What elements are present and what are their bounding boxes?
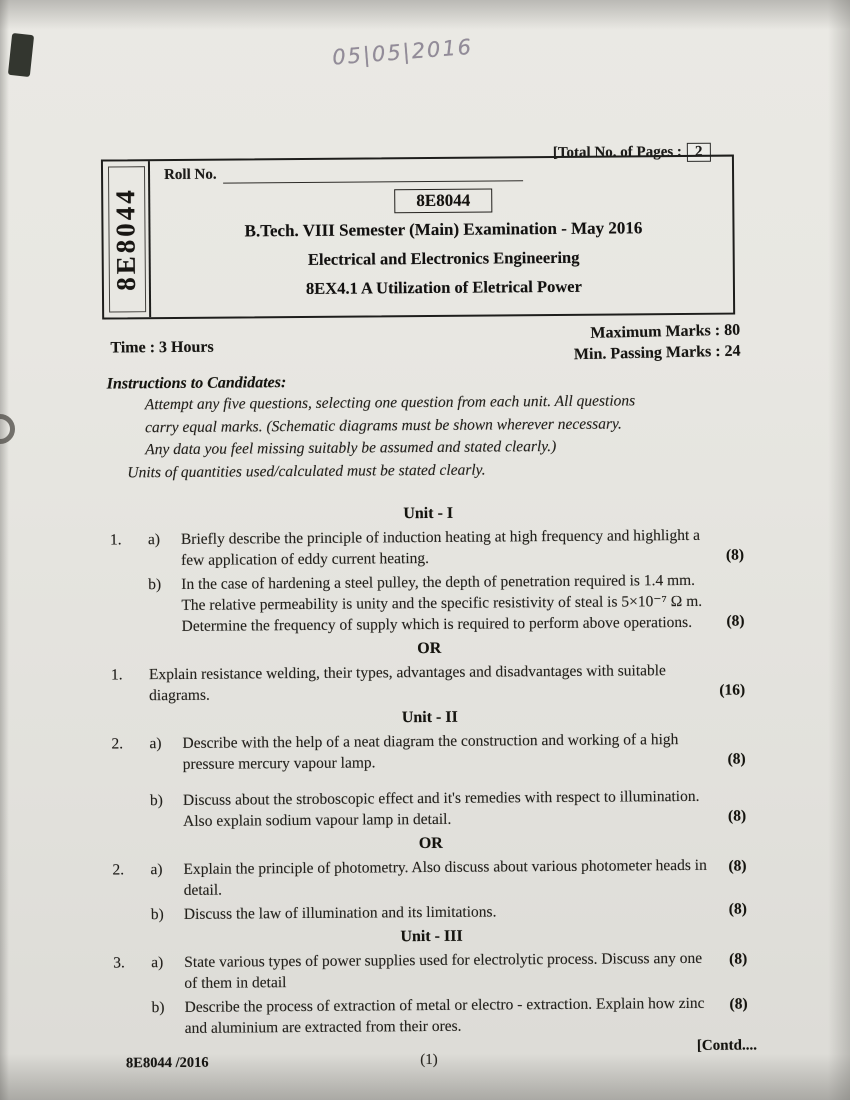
min-passing-marks: Min. Passing Marks : 24 [573, 342, 741, 364]
exam-time: Time : 3 Hours [110, 338, 214, 357]
question-marks: (8) [727, 750, 746, 768]
paper-code-boxed: 8E8044 [394, 188, 492, 213]
question-marks: (8) [729, 950, 748, 968]
total-pages-label: [Total No. of Pages : [552, 143, 682, 161]
question-text: Discuss about the stroboscopic effect and it's remedies with respect to illumination. Also explain sodium vapour lamp in detail. [182, 787, 700, 830]
handwritten-date: 05|05|2016 [331, 34, 474, 70]
question-part [112, 785, 749, 832]
question-marks: (8) [728, 900, 747, 918]
question-text: Explain resistance welding, their types, advantages and disadvantages with suitable diagrams. [148, 662, 666, 705]
question-number: 2. [111, 735, 124, 753]
instruction-line: Attempt any five questions, selecting one question from each unit. All questions [144, 392, 636, 414]
question-number: 1. [109, 531, 122, 549]
question-marks: (16) [719, 681, 746, 699]
branch-title: Electrical and Electronics Engineering [307, 247, 580, 269]
question-marks: (8) [725, 546, 745, 564]
roll-no-row [164, 163, 722, 184]
paper-code-vertical-box [103, 161, 151, 317]
question-part [114, 992, 751, 1039]
instructions-heading: Instructions to Candidates: [106, 374, 287, 393]
question-part-label: a) [150, 861, 163, 879]
paper-code-vertical: 8E8044 [110, 187, 141, 292]
question-part-label: b) [149, 792, 163, 810]
question-part-label: a) [147, 531, 161, 549]
maximum-marks: Maximum Marks : 80 [590, 321, 741, 342]
question-part [113, 899, 750, 925]
question-text: Describe the process of extraction of metal or electro - extraction. Explain how zinc and aluminium are extracted from their ores. [184, 994, 705, 1037]
question-part-label: a) [151, 954, 164, 972]
question-part-label: a) [149, 735, 162, 753]
total-pages-value: 2 [687, 143, 711, 162]
footer-paper-code: 8E8044 /2016 [125, 1054, 209, 1072]
question-text: Explain the principle of photometry. Also discuss about various photometer heads in detail. [183, 856, 707, 899]
or-separator: OR [417, 639, 442, 658]
question-text: State various types of power supplies used for electrolytic process. Discuss any one of them in detail [184, 949, 703, 992]
question-part [112, 854, 749, 901]
question-marks: (8) [727, 807, 747, 825]
question-number: 2. [112, 861, 125, 879]
question-part-label: b) [151, 999, 165, 1017]
unit-heading: Unit - II [401, 708, 458, 727]
subject-title: 8EX4.1 A Utilization of Eletrical Power [305, 276, 582, 298]
question-number: 1. [110, 666, 123, 684]
question-part [111, 728, 748, 775]
question-part-label: b) [148, 576, 162, 594]
or-separator: OR [418, 834, 443, 853]
header-main [150, 157, 733, 318]
roll-no-blank-line [223, 167, 523, 183]
marks-info [468, 320, 741, 368]
question-part [110, 524, 747, 571]
question-number [113, 904, 151, 925]
question-text: Discuss the law of illumination and its limitations. [183, 903, 497, 923]
question-marks: (8) [726, 612, 745, 630]
unit-heading: Unit - I [403, 504, 454, 523]
question-marks: (8) [729, 995, 748, 1013]
question-number [114, 997, 152, 1039]
question-marks: (8) [728, 857, 747, 875]
question-part-label: b) [150, 906, 164, 924]
instructions-block [107, 370, 756, 483]
instruction-line: Any data you feel missing suitably be assumed and stated clearly.) [145, 437, 557, 459]
footer-page-number: (1) [420, 1051, 438, 1069]
roll-no-label: Roll No. [163, 166, 217, 184]
questions-area [110, 497, 751, 1039]
instruction-line: carry equal marks. (Schematic diagrams must be shown wherever necessary. [144, 414, 622, 436]
question-part [110, 569, 747, 637]
question-number [110, 574, 148, 637]
header-box [101, 155, 735, 320]
question-text: Briefly describe the principle of induction heating at high frequency and highlight a few application of eddy current heating. [180, 526, 701, 569]
unit-heading: Unit - III [400, 927, 463, 946]
footer-contd: [Contd.... [696, 1037, 757, 1054]
exam-title: B.Tech. VIII Semester (Main) Examination - May 2016 [244, 218, 643, 241]
question [111, 659, 748, 706]
instruction-line: Units of quantities used/calculated must be stated clearly. [127, 461, 486, 481]
question-number: 3. [113, 954, 125, 972]
question-number [112, 790, 150, 832]
question-text: Describe with the help of a neat diagram the construction and working of a high pressure mercury vapour lamp. [182, 731, 679, 773]
question-text: In the case of hardening a steel pulley, the depth of penetration required is 1.4 mm. The relative permeability is unity and the specific resistivity of steal is 5×10⁻⁷ Ω m. Determine the frequency of supply which is required to perform above operations. [181, 571, 703, 635]
question-part [113, 947, 750, 994]
